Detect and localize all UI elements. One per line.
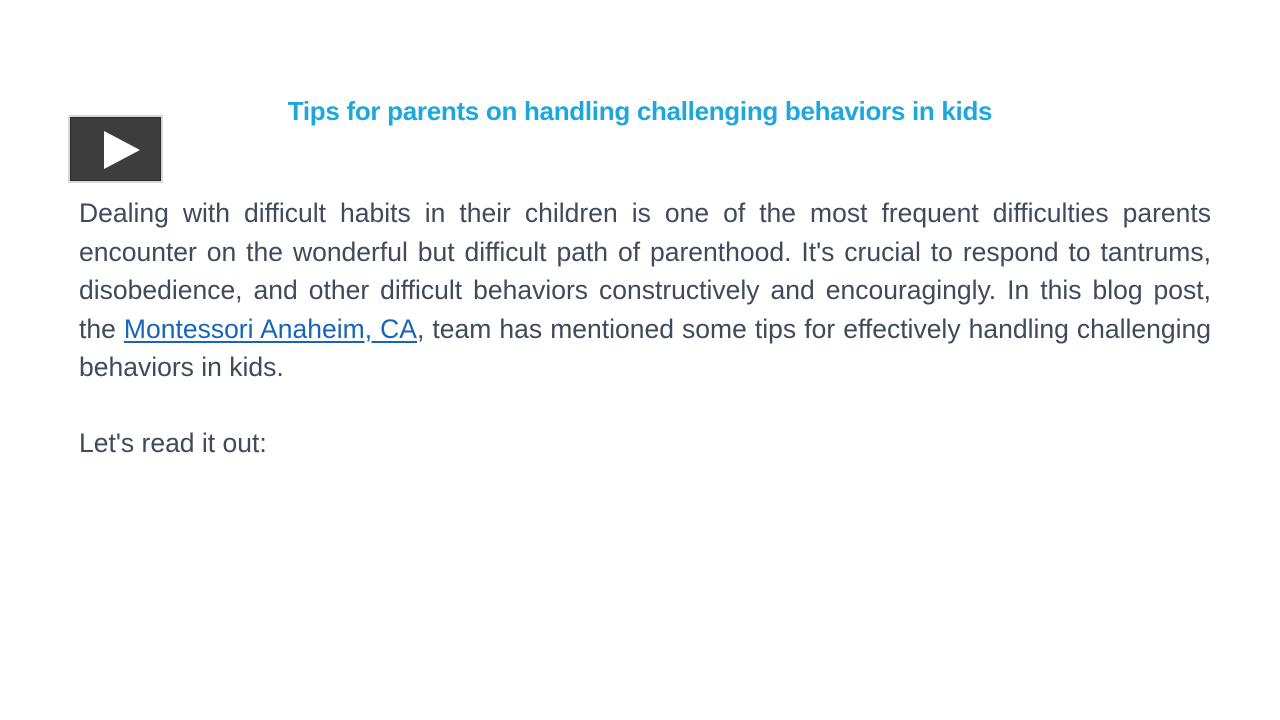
slide-title: Tips for parents on handling challenging behaviors in kids bbox=[287, 96, 993, 126]
play-icon bbox=[104, 131, 140, 169]
montessori-anaheim-link[interactable]: Montessori Anaheim, CA bbox=[123, 313, 417, 344]
paragraph-text-before-link: Dealing with difficult habits in their children is one of the most frequent difficulties parents encounter on the wonderful but difficult path of parenthood. It's crucial to respond to tantrums, disobedience, and other difficult behaviors constructively and encouragingly. In this blog post, the bbox=[79, 198, 1211, 344]
closing-line: Let's read it out: bbox=[79, 428, 267, 458]
intro-paragraph bbox=[79, 194, 1211, 387]
paragraph-text-after-link: , team has mentioned some tips for effectively handling challenging behaviors in kids. bbox=[79, 313, 1211, 382]
